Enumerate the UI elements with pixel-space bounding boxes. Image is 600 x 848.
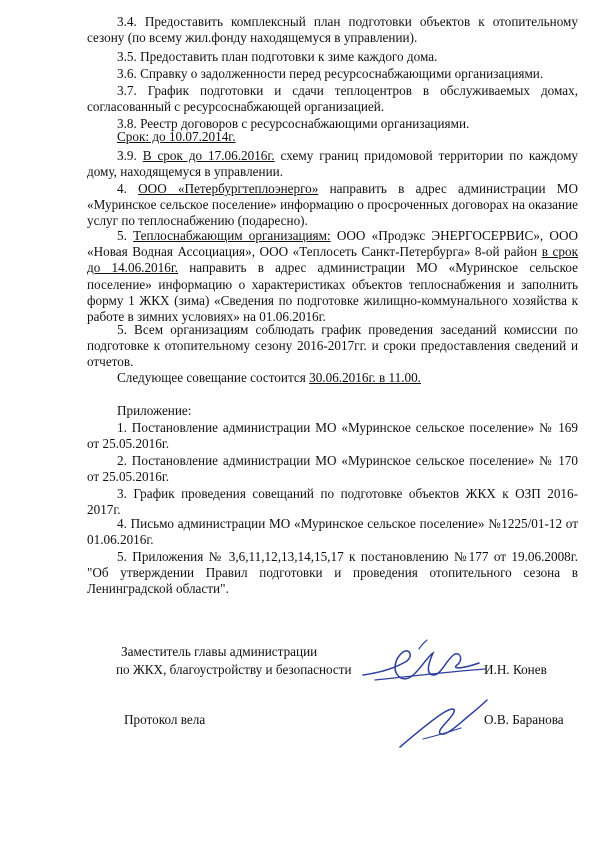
item-3-9-text: схему границ придомовой территории по каждому дому, находящемуся в управлении. (87, 148, 579, 180)
item-5-label: Теплоснабжающим организациям: (133, 228, 331, 243)
attachment-2: 2. Постановление администрации МО «Муринское сельское поселение» № 170 от 25.05.2016г. (87, 453, 578, 485)
item-3-9-prefix: 3.9. (117, 148, 143, 163)
deadline-text: Срок: до 10.07.2014г. (117, 129, 236, 144)
item-3-9-deadline: В срок до 17.06.2016г. (142, 148, 275, 163)
item-4-org: ООО «Петербургтеплоэнерго» (138, 181, 319, 196)
item-3-7: 3.7. График подготовки и сдачи теплоцентров в обслуживаемых домах, согласованный с ресурсоснабжающей организацией. (87, 83, 578, 115)
protocol-name: О.В. Баранова (484, 712, 564, 727)
item-3-5: 3.5. Предоставить план подготовки к зиме каждого дома. (117, 49, 438, 64)
item-3-6: 3.6. Справку о задолженности перед ресурсоснабжающими организациями. (117, 66, 544, 81)
deadline-line (87, 129, 578, 145)
attachment-4: 4. Письмо администрации МО «Муринское сельское поселение» №1225/01-12 от 01.06.2016г. (87, 516, 578, 548)
item-5-deadline: в срок до 14.06.2016г. (87, 244, 578, 276)
attachments-heading: Приложение: (117, 403, 192, 418)
deputy-signature (355, 628, 495, 690)
item-5-prefix: 5. (117, 228, 134, 243)
deputy-name: И.Н. Конев (484, 662, 547, 677)
protocol-label: Протокол вела (124, 712, 206, 727)
item-5-all: 5. Всем организациям соблюдать график проведения заседаний комиссии по подготовке к отопительному сезону 2016-2017гг. и сроки предоставления сведений и отчетов. (87, 322, 578, 370)
item-4-text: направить в адрес администрации МО «Муринское сельское поселение» информацию о просроченных договорах на оказание услуг по теплоснабжению (подаресно). (87, 181, 579, 229)
deputy-title-line2: по ЖКХ, благоустройству и безопасности (116, 662, 352, 677)
item-5-text1: ООО «Продэкс ЭНЕРГОСЕРВИС», ООО «Новая Водная Ассоциация», ООО «Теплосеть Санкт-Петербурга» 8-ой район (87, 228, 578, 260)
attachment-5: 5. Приложения № 3,6,11,12,13,14,15,17 к постановлению №177 от 19.06.2008г. "Об утверждении Правил подготовки и проведения отопительного сезона в Ленинградской области". (87, 549, 578, 597)
next-meeting (87, 370, 578, 386)
item-3-8: 3.8. Реестр договоров с ресурсоснабжающими организациями. (117, 116, 470, 131)
item-5-text2: направить в адрес администрации МО «Муринское сельское поселение» информацию о характеристиках объектов теплоснабжения и заполнить форму 1 ЖКХ (зима) «Сведения по подготовке жилищно-коммунального хозяйства к работе в зимних условиях» на 01.06.2016г. (87, 260, 578, 325)
protocol-signature (395, 692, 490, 754)
item-3-9 (87, 148, 578, 180)
item-4-prefix: 4. (117, 181, 139, 196)
attachment-1: 1. Постановление администрации МО «Муринское сельское поселение» № 169 от 25.05.2016г. (87, 420, 578, 452)
deputy-title-line1: Заместитель главы администрации (121, 644, 318, 659)
item-4 (87, 181, 578, 230)
next-meeting-date: 30.06.2016г. в 11.00. (309, 370, 421, 385)
item-3-4: 3.4. Предоставить комплексный план подготовки объектов к отопительному сезону (по всему жил.фонду находящемуся в управлении). (87, 14, 578, 46)
item-5-heat (87, 228, 578, 325)
attachment-3: 3. График проведения совещаний по подготовке объектов ЖКХ к ОЗП 2016-2017г. (87, 486, 578, 518)
next-meeting-prefix: Следующее совещание состоится (117, 370, 310, 385)
